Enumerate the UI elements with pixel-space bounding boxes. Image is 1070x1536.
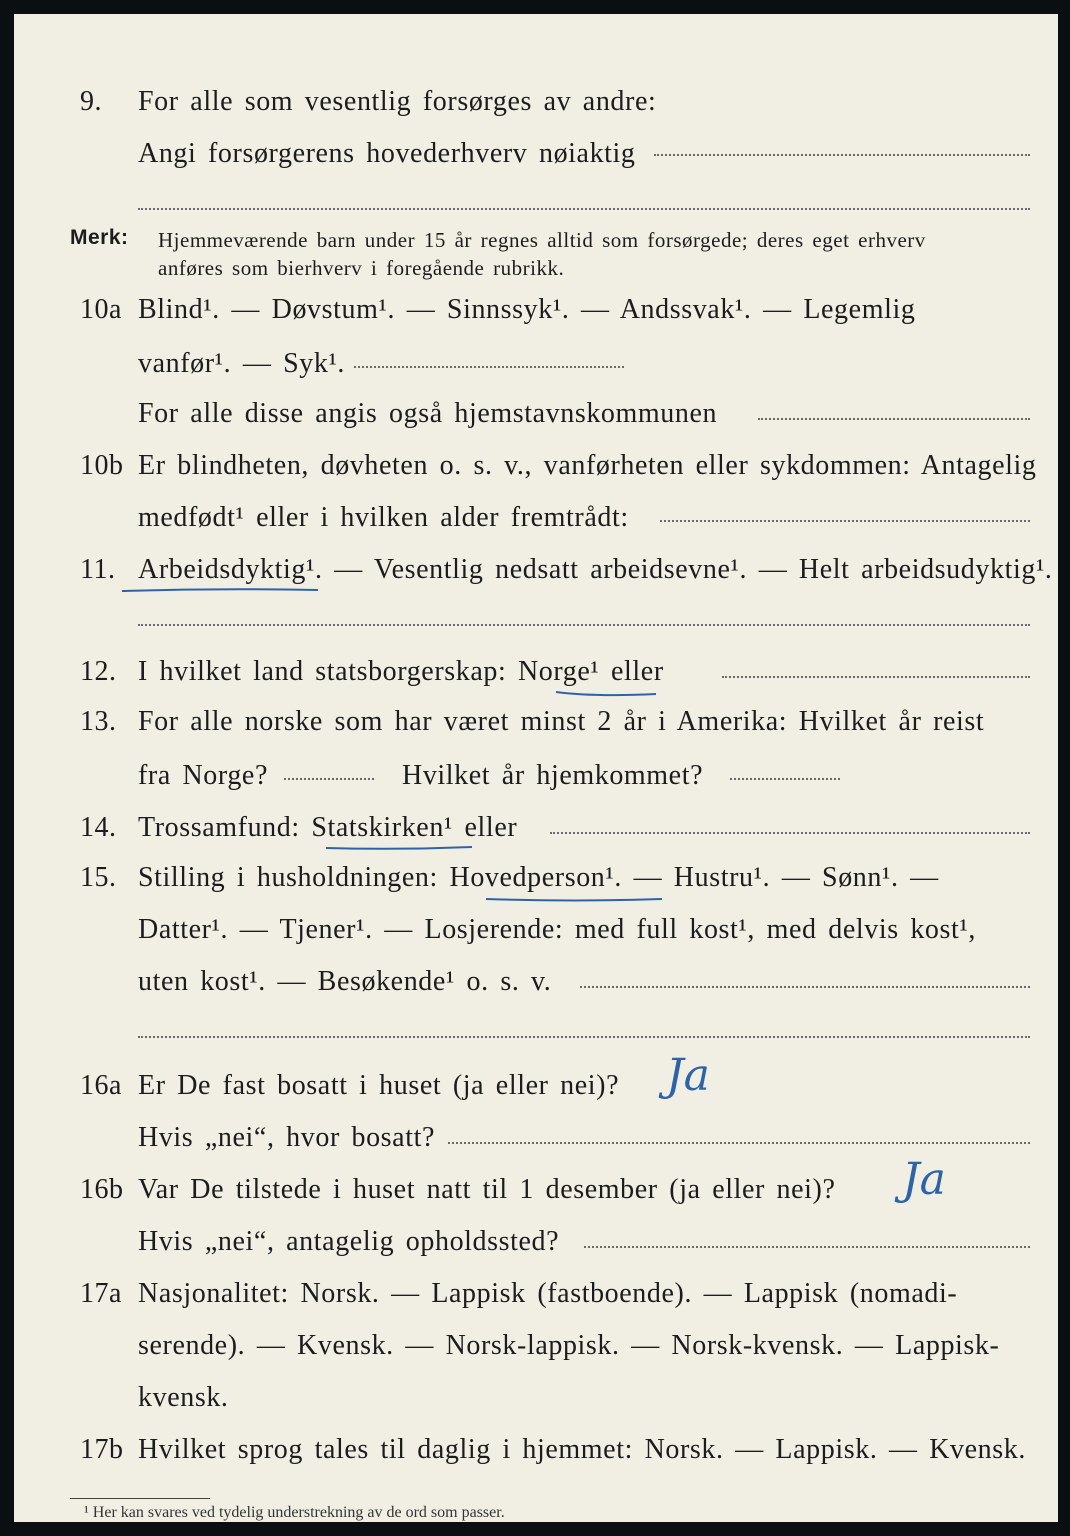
item-number: 11. [80,554,116,585]
question-text: For alle disse angis også hjemstavnskommunen [138,398,718,429]
note-text: anføres som bierhverv i foregående rubrikk. [158,256,565,280]
item-number: 17a [80,1278,122,1309]
handwritten-underline [484,896,664,904]
handwritten-underline [554,690,658,698]
question-text: Stilling i husholdningen: Hovedperson¹. — Hustru¹. — Sønn¹. — [138,862,939,893]
handwritten-underline [324,844,474,852]
answer-line [580,986,1030,988]
item-number: 15. [80,862,117,893]
note-label: Merk: [70,226,129,249]
answer-line [654,154,1030,156]
question-text: serende). — Kvensk. — Norsk-lappisk. — Norsk-kvensk. — Lappisk- [138,1330,1000,1361]
question-text: Er De fast bosatt i huset (ja eller nei)? [138,1070,620,1101]
question-text: Nasjonalitet: Norsk. — Lappisk (fastboende). — Lappisk (nomadi- [138,1278,958,1309]
item-number: 16a [80,1070,122,1101]
handwritten-answer: Ja [902,1154,946,1205]
question-text: uten kost¹. — Besøkende¹ o. s. v. [138,966,552,997]
answer-line [138,1036,1030,1038]
answer-line [660,520,1030,522]
question-text: kvensk. [138,1382,229,1413]
question-text: medfødt¹ eller i hvilken alder fremtrådt: [138,502,629,533]
item-number: 10b [80,450,124,481]
answer-line [550,832,1030,834]
question-text: vanfør¹. — Syk¹. [138,348,346,379]
item-number: 16b [80,1174,124,1205]
answer-line [730,778,840,780]
question-text: Trossamfund: Statskirken¹ eller [138,812,518,843]
answer-line [584,1246,1030,1248]
question-text: Datter¹. — Tjener¹. — Losjerende: med full kost¹, med delvis kost¹, [138,914,976,945]
answer-line [758,418,1030,420]
question-text: Blind¹. — Døvstum¹. — Sinnssyk¹. — Andssvak¹. — Legemlig [138,294,916,325]
answer-line [354,366,624,368]
footnote: ¹ Her kan svares ved tydelig understrekning av de ord som passer. [84,1504,505,1521]
answer-line [138,208,1030,210]
item-number: 12. [80,656,117,687]
question-text: I hvilket land statsborgerskap: Norge¹ eller [138,656,664,687]
question-text: Hvis „nei“, antagelig opholdssted? [138,1226,560,1257]
handwritten-underline [120,586,320,594]
item-number: 13. [80,706,117,737]
answer-line [138,624,1030,626]
question-text: Var De tilstede i huset natt til 1 desember (ja eller nei)? [138,1174,836,1205]
question-text: For alle norske som har været minst 2 år i Amerika: Hvilket år reist [138,706,985,737]
answer-line [448,1142,1030,1144]
answer-line [722,676,1030,678]
question-text: Hvilket år hjemkommet? [402,760,704,791]
note-text: Hjemmeværende barn under 15 år regnes alltid som forsørgede; deres eget erhverv [158,228,926,252]
item-number: 14. [80,812,117,843]
question-text: Arbeidsdyktig¹. — Vesentlig nedsatt arbeidsevne¹. — Helt arbeidsudyktig¹. [138,554,1053,585]
handwritten-answer: Ja [666,1050,710,1101]
footnote-rule [70,1498,210,1499]
question-text: For alle som vesentlig forsørges av andre: [138,86,657,117]
item-number: 10a [80,294,122,325]
item-number: 17b [80,1434,124,1465]
question-text: Er blindheten, døvheten o. s. v., vanførheten eller sykdommen: Antagelig [138,450,1037,481]
question-text: fra Norge? [138,760,268,791]
item-number: 9. [80,86,102,117]
census-form-page [14,14,1058,1522]
question-text: Hvilket sprog tales til daglig i hjemmet: Norsk. — Lappisk. — Kvensk. [138,1434,1026,1465]
question-text: Hvis „nei“, hvor bosatt? [138,1122,435,1153]
answer-line [284,778,374,780]
question-text: Angi forsørgerens hovederhverv nøiaktig [138,138,636,169]
